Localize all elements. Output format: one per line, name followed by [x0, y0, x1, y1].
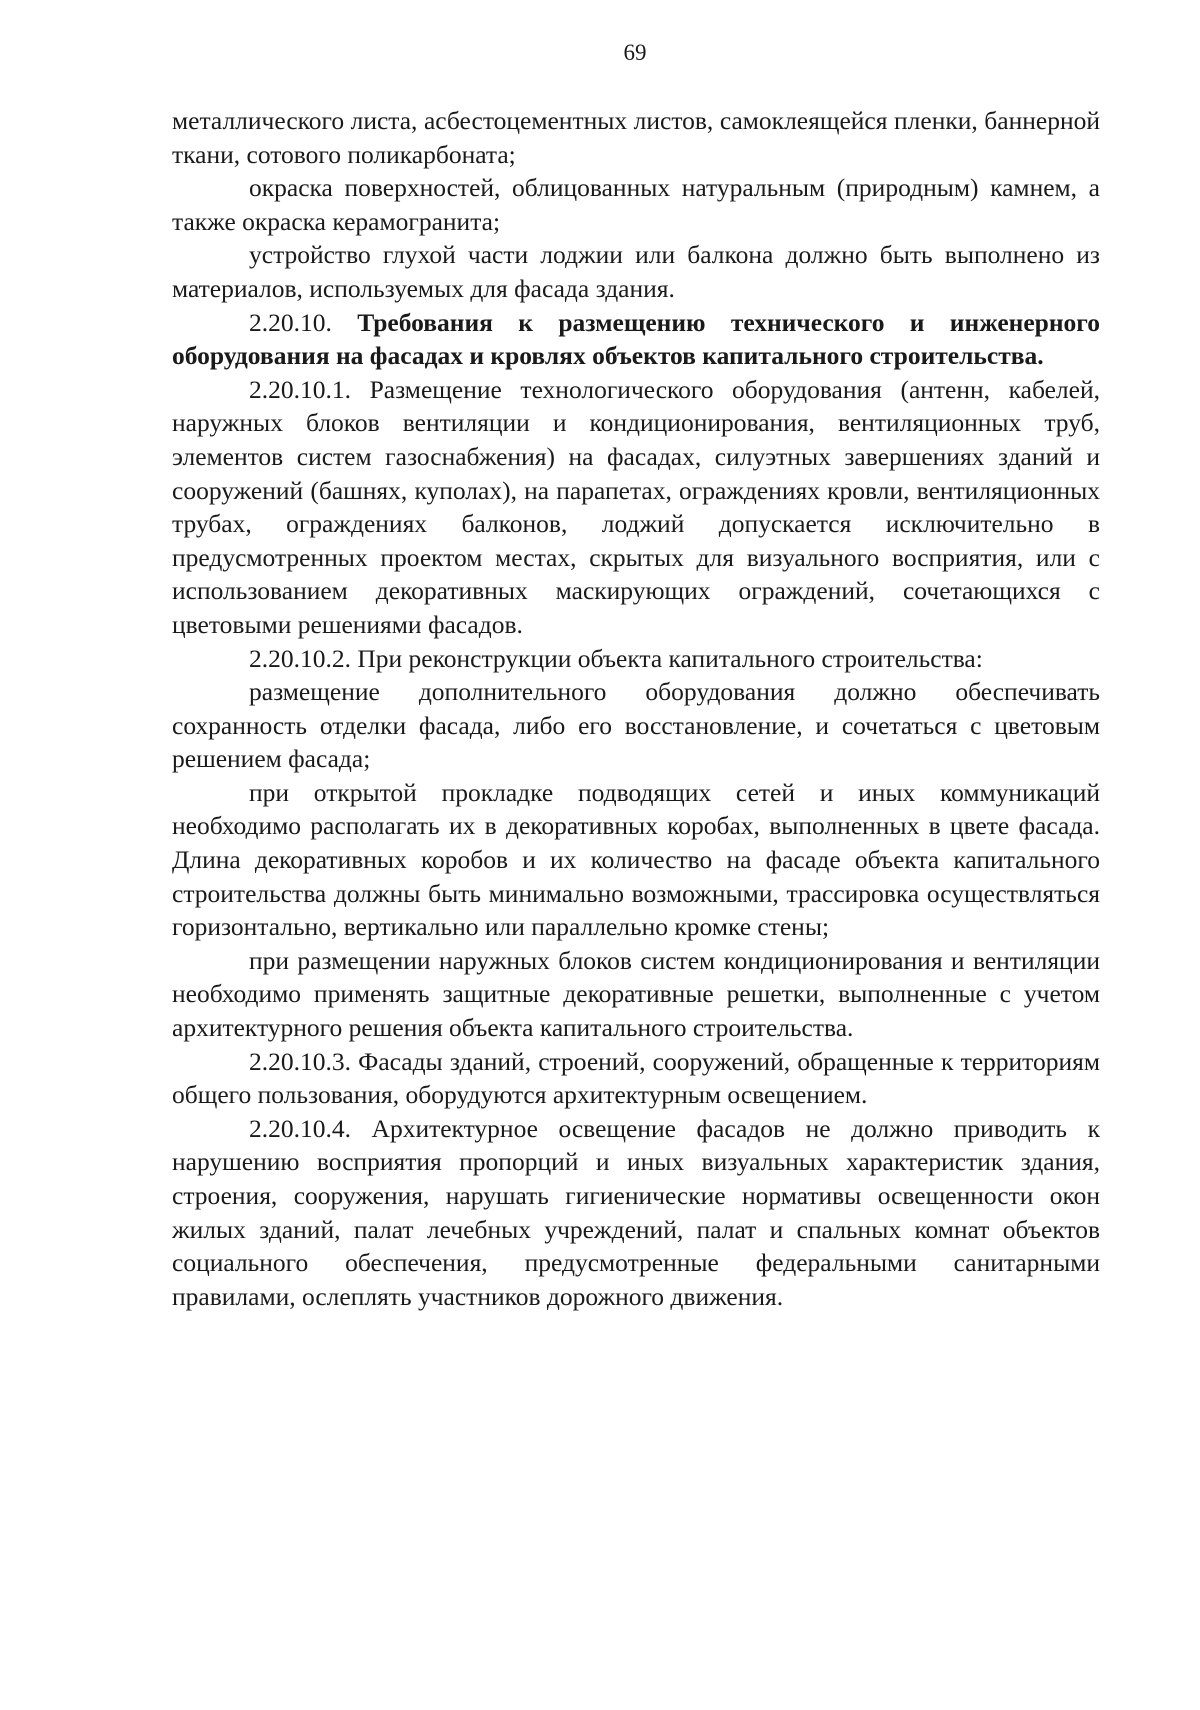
paragraph: при открытой прокладке подводящих сетей и иных коммуникаций необходимо располагать их в декоративных коробах, выполненных в цвете фасада. Длина декоративных коробов и их количество на фасаде объекта капитального строительства должны быть минимально возможными, трассировка осуществляться горизонтально, вертикально или параллельно кромке стены;: [172, 777, 1100, 942]
paragraph: металлического листа, асбестоцементных листов, самоклеящейся пленки, баннерной ткани, сотового поликарбоната;: [172, 106, 1100, 169]
paragraph: 2.20.10.4. Архитектурное освещение фасадов не должно приводить к нарушению восприятия пропорций и иных визуальных характеристик здания, строения, сооружения, нарушать гигиенические нормативы освещенности окон жилых зданий, палат лечебных учреждений, палат и спальных комнат объектов социального обеспечения, предусмотренные федеральными санитарными правилами, ослеплять участников дорожного движения.: [172, 1113, 1100, 1311]
section-heading: [172, 306, 1100, 373]
paragraph: 2.20.10.3. Фасады зданий, строений, сооружений, обращенные к территориям общего пользования, оборудуются архитектурным освещением.: [172, 1046, 1100, 1110]
page-number: 69: [623, 40, 647, 65]
section-number: 2.20.10.: [249, 307, 358, 337]
paragraph: размещение дополнительного оборудования должно обеспечивать сохранность отделки фасада, либо его восстановление, и сочетаться с цветовым решением фасада;: [172, 677, 1100, 774]
section-title: Требования к размещению технического и инженерного оборудования на фасадах и кровлях объектов капитального строительства.: [172, 307, 1100, 371]
paragraph: устройство глухой части лоджии или балкона должно быть выполнено из материалов, используемых для фасада здания.: [172, 240, 1100, 303]
paragraph: 2.20.10.1. Размещение технологического оборудования (антенн, кабелей, наружных блоков вентиляции и кондиционирования, вентиляционных труб, элементов систем газоснабжения) на фасадах, силуэтных завершениях зданий и сооружений (башнях, куполах), на парапетах, ограждениях кровли, вентиляционных трубах, ограждениях балконов, лоджий допускается исключительно в предусмотренных проектом местах, скрытых для визуального восприятия, или с использованием декоративных маскирующих ограждений, сочетающихся с цветовыми решениями фасадов.: [172, 374, 1100, 639]
paragraph: окраска поверхностей, облицованных натуральным (природным) камнем, а также окраска керамогранита;: [172, 173, 1100, 236]
paragraph: 2.20.10.2. При реконструкции объекта капитального строительства:: [249, 643, 983, 673]
paragraph: при размещении наружных блоков систем кондиционирования и вентиляции необходимо применять защитные декоративные решетки, выполненные с учетом архитектурного решения объекта капитального строительства.: [172, 945, 1100, 1043]
document-body: [172, 104, 1100, 1313]
